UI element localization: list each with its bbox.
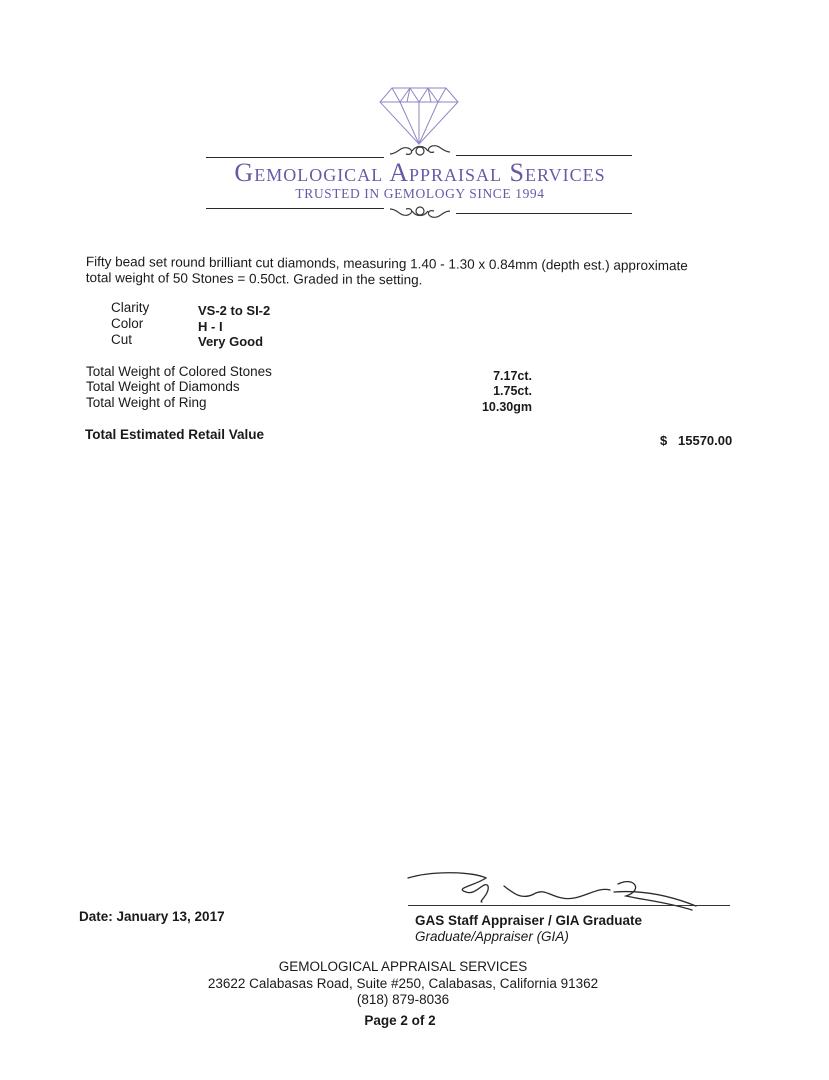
appraiser-signature: [404, 866, 734, 918]
ring-weight-value: 10.30gm: [481, 400, 532, 414]
header-rule: [206, 208, 384, 209]
ornament-scroll-icon: [388, 201, 452, 219]
color-value: H - I: [198, 319, 223, 334]
signature-line: [408, 905, 730, 906]
colored-stones-weight-value: 7.17ct.: [493, 369, 532, 383]
appraisal-date: Date: January 13, 2017: [79, 909, 225, 924]
company-tagline: TRUSTED IN GEMOLOGY SINCE 1994: [295, 186, 545, 201]
clarity-label: Clarity: [111, 300, 150, 315]
header-rule: [456, 155, 632, 156]
color-label: Color: [111, 316, 144, 331]
company-name: Gemological Appraisal Services: [234, 158, 606, 187]
footer-company: GEMOLOGICAL APPRAISAL SERVICES: [278, 959, 528, 974]
ring-weight-label: Total Weight of Ring: [86, 395, 207, 410]
description-line: Fifty bead set round brilliant cut diamonds, measuring 1.40 - 1.30 x 0.84mm (depth est.) approximate: [85, 254, 688, 274]
item-description: [86, 254, 706, 290]
diamond-logo-icon: [378, 86, 460, 146]
description-line: total weight of 50 Stones = 0.50ct. Graded in the setting.: [85, 269, 423, 288]
cut-value: Very Good: [198, 334, 264, 349]
appraiser-title: GAS Staff Appraiser / GIA Graduate: [415, 913, 643, 928]
cut-label: Cut: [111, 332, 133, 347]
diamonds-weight-label: Total Weight of Diamonds: [86, 379, 240, 394]
footer-address: 23622 Calabasas Road, Suite #250, Calabasas, California 91362: [207, 976, 599, 991]
clarity-value: VS-2 to SI-2: [198, 303, 271, 318]
retail-value-label: Total Estimated Retail Value: [85, 427, 265, 442]
retail-value-amount: 15570.00: [678, 433, 733, 448]
appraiser-credentials: Graduate/Appraiser (GIA): [415, 929, 569, 944]
colored-stones-weight-label: Total Weight of Colored Stones: [86, 364, 272, 379]
retail-currency: $: [660, 433, 668, 448]
footer-phone: (818) 879-8036: [356, 992, 450, 1007]
diamonds-weight-value: 1.75ct.: [493, 384, 532, 398]
header-rule: [456, 213, 632, 214]
page-number: Page 2 of 2: [364, 1013, 436, 1028]
